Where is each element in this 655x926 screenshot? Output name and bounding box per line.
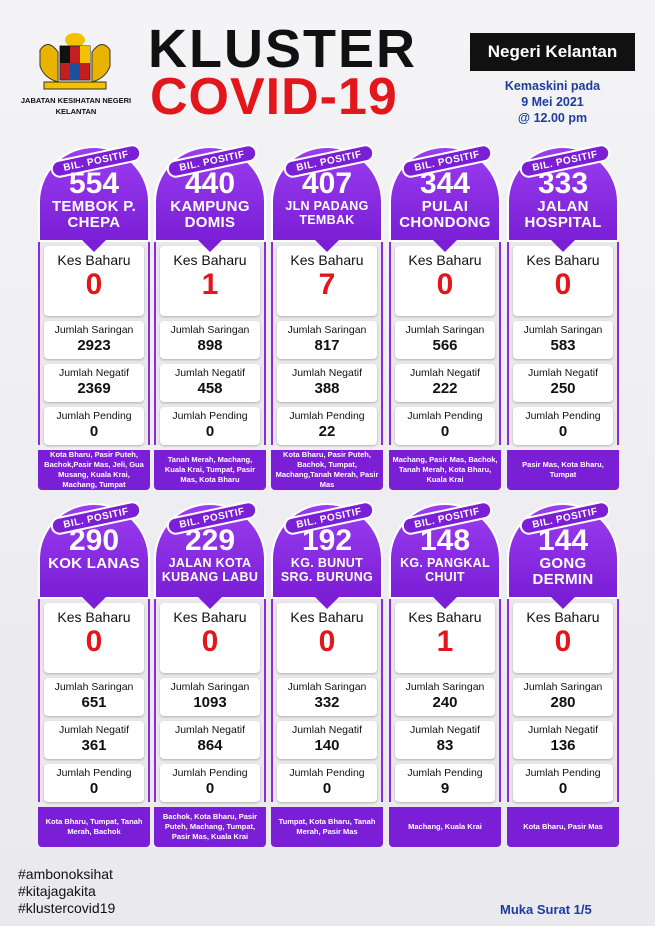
affected-areas: Kota Bharu, Pasir Mas [507,807,619,847]
new-cases-label: Kes Baharu [290,252,364,268]
positive-count: 407 [301,167,353,200]
screened-value: 2923 [77,337,111,354]
pending-value: 0 [89,780,99,797]
cluster-header [271,503,383,599]
pointer-arrow [82,597,106,609]
negative-box [160,721,260,759]
positive-count: 290 [68,524,120,557]
new-cases-value: 0 [554,625,572,658]
new-cases-box [44,246,144,316]
cluster-header [154,503,266,599]
negative-label: Jumlah Negatif [291,367,363,379]
affected-areas: Kota Bharu, Pasir Puteh, Bachok,Pasir Mas, Jeli, Gua Musang, Kuala Krai, Machang, Tumpat [38,450,150,490]
new-cases-label: Kes Baharu [526,609,600,625]
negative-label: Jumlah Negatif [527,367,599,379]
negative-value: 458 [197,380,223,397]
positive-count: 192 [301,524,353,557]
new-cases-label: Kes Baharu [57,252,131,268]
screened-box [395,321,495,359]
state-badge: Negeri Kelantan [470,33,635,71]
pointer-arrow [433,597,457,609]
positive-count: 333 [537,167,589,200]
screened-label: Jumlah Saringan [54,324,134,336]
pending-value: 0 [205,780,215,797]
negative-value: 222 [432,380,458,397]
pending-box [277,764,377,802]
screened-label: Jumlah Saringan [170,324,250,336]
negative-label: Jumlah Negatif [291,724,363,736]
positive-ribbon: BIL. POSITIF [518,500,612,537]
pending-label: Jumlah Pending [525,767,601,779]
cluster-stats [154,242,266,445]
cluster-header [507,146,619,242]
updated-date: 9 Mei 2021 [521,95,584,109]
pending-label: Jumlah Pending [56,410,132,422]
screened-box [160,321,260,359]
negative-value: 136 [550,737,576,754]
pending-label: Jumlah Pending [525,410,601,422]
cluster-header [271,146,383,242]
pointer-arrow [551,597,575,609]
positive-ribbon: BIL. POSITIF [165,143,259,180]
title-covid: COVID-19 [150,68,398,126]
positive-ribbon: BIL. POSITIF [282,143,376,180]
positive-ribbon: BIL. POSITIF [400,500,494,537]
cluster-header [389,503,501,599]
pending-box [44,764,144,802]
negative-label: Jumlah Negatif [58,724,130,736]
affected-areas: Kota Bharu, Tumpat, Tanah Merah, Bachok [38,807,150,847]
hashtag: #ambonoksihat [18,866,113,882]
screened-label: Jumlah Saringan [287,681,367,693]
negative-value: 864 [197,737,223,754]
new-cases-box [160,246,260,316]
positive-ribbon: BIL. POSITIF [49,500,143,537]
cluster-card [154,146,266,490]
positive-count: 148 [419,524,471,557]
screened-box [277,678,377,716]
affected-areas: Machang, Kuala Krai [389,807,501,847]
negative-box [513,721,613,759]
negative-label: Jumlah Negatif [174,724,246,736]
new-cases-label: Kes Baharu [290,609,364,625]
negative-box [44,721,144,759]
cluster-card [271,146,383,490]
new-cases-value: 0 [85,625,103,658]
screened-label: Jumlah Saringan [523,681,603,693]
pending-value: 0 [205,423,215,440]
cluster-name: JLN PADANG TEMBAK [285,199,369,227]
positive-ribbon: BIL. POSITIF [165,500,259,537]
screened-box [513,321,613,359]
updated-time: @ 12.00 pm [517,111,588,125]
negative-box [395,721,495,759]
new-cases-label: Kes Baharu [173,252,247,268]
screened-value: 817 [314,337,340,354]
header [0,0,655,140]
pending-label: Jumlah Pending [407,767,483,779]
pending-value: 0 [89,423,99,440]
cluster-header [389,146,501,242]
new-cases-box [395,603,495,673]
pending-box [513,764,613,802]
negative-value: 140 [314,737,340,754]
pointer-arrow [315,240,339,252]
department-name: JABATAN KESIHATAN NEGERI KELANTAN [20,96,132,116]
new-cases-box [395,246,495,316]
pending-label: Jumlah Pending [407,410,483,422]
screened-value: 332 [314,694,340,711]
pending-box [277,407,377,445]
screened-box [44,321,144,359]
new-cases-value: 0 [201,625,219,658]
affected-areas: Bachok, Kota Bharu, Pasir Puteh, Machang, Tumpat, Pasir Mas, Kuala Krai [154,807,266,847]
screened-value: 240 [432,694,458,711]
pending-box [395,764,495,802]
negative-box [513,364,613,402]
new-cases-value: 1 [436,625,454,658]
screened-box [44,678,144,716]
cluster-name: GONG DERMIN [532,555,594,588]
new-cases-label: Kes Baharu [526,252,600,268]
affected-areas: Pasir Mas, Kota Bharu, Tumpat [507,450,619,490]
title-kluster: KLUSTER [148,19,417,79]
negative-value: 250 [550,380,576,397]
negative-label: Jumlah Negatif [409,724,481,736]
updated-line: Kemaskini pada [504,79,601,93]
hashtag: #klustercovid19 [18,900,116,916]
cluster-name: KG. PANGKAL CHUIT [400,556,490,584]
screened-value: 566 [432,337,458,354]
cluster-stats [389,599,501,802]
cluster-name: KOK LANAS [48,555,140,572]
screened-box [277,321,377,359]
positive-count: 344 [419,167,471,200]
coat-of-arms-logo [30,30,120,92]
new-cases-box [160,603,260,673]
cluster-name: KG. BUNUT SRG. BURUNG [280,556,374,584]
negative-box [160,364,260,402]
positive-ribbon: BIL. POSITIF [49,143,143,180]
affected-areas: Tumpat, Kota Bharu, Tanah Merah, Pasir Mas [271,807,383,847]
positive-ribbon: BIL. POSITIF [518,143,612,180]
pending-box [513,407,613,445]
new-cases-value: 0 [436,268,454,301]
new-cases-label: Kes Baharu [57,609,131,625]
new-cases-value: 7 [318,268,336,301]
cluster-stats [507,242,619,445]
screened-value: 898 [197,337,223,354]
screened-box [513,678,613,716]
positive-count: 229 [184,524,236,557]
cluster-header [154,146,266,242]
pointer-arrow [551,240,575,252]
updated-info [470,78,635,126]
screened-label: Jumlah Saringan [54,681,134,693]
negative-value: 83 [436,737,454,754]
pending-box [44,407,144,445]
cluster-card [389,503,501,847]
pending-value: 0 [558,423,568,440]
negative-label: Jumlah Negatif [527,724,599,736]
pending-value: 0 [322,780,332,797]
cluster-name: TEMBOK P. CHEPA [51,198,137,231]
screened-value: 280 [550,694,576,711]
screened-label: Jumlah Saringan [287,324,367,336]
screened-value: 583 [550,337,576,354]
pointer-arrow [198,597,222,609]
negative-box [277,364,377,402]
pending-label: Jumlah Pending [289,410,365,422]
cluster-stats [38,599,150,802]
positive-ribbon: BIL. POSITIF [400,143,494,180]
screened-box [160,678,260,716]
screened-label: Jumlah Saringan [405,324,485,336]
cluster-stats [271,242,383,445]
cluster-name: KAMPUNG DOMIS [170,198,250,231]
pending-value: 0 [558,780,568,797]
pending-box [160,764,260,802]
new-cases-value: 0 [85,268,103,301]
new-cases-box [513,603,613,673]
affected-areas: Tanah Merah, Machang, Kuala Krai, Tumpat, Pasir Mas, Kota Bharu [154,450,266,490]
pending-label: Jumlah Pending [172,410,248,422]
new-cases-label: Kes Baharu [408,609,482,625]
negative-label: Jumlah Negatif [174,367,246,379]
negative-value: 2369 [77,380,111,397]
cluster-card [507,146,619,490]
negative-box [395,364,495,402]
new-cases-label: Kes Baharu [408,252,482,268]
cluster-card [271,503,383,847]
cluster-card [389,146,501,490]
positive-count: 440 [184,167,236,200]
cluster-card [154,503,266,847]
cluster-stats [507,599,619,802]
positive-count: 144 [537,524,589,557]
cluster-stats [271,599,383,802]
cluster-header [38,146,150,242]
pending-box [395,407,495,445]
pointer-arrow [315,597,339,609]
affected-areas: Machang, Pasir Mas, Bachok, Tanah Merah, Kota Bharu, Kuala Krai [389,450,501,490]
pending-value: 22 [318,423,336,440]
screened-box [395,678,495,716]
pending-label: Jumlah Pending [56,767,132,779]
negative-label: Jumlah Negatif [409,367,481,379]
new-cases-box [513,246,613,316]
pending-label: Jumlah Pending [289,767,365,779]
negative-box [44,364,144,402]
cluster-stats [389,242,501,445]
cluster-name: PULAI CHONDONG [399,198,491,231]
pending-box [160,407,260,445]
pointer-arrow [433,240,457,252]
cluster-name: JALAN HOSPITAL [524,198,602,231]
negative-value: 388 [314,380,340,397]
screened-label: Jumlah Saringan [170,681,250,693]
negative-label: Jumlah Negatif [58,367,130,379]
cluster-name: JALAN KOTA KUBANG LABU [161,556,259,584]
positive-ribbon: BIL. POSITIF [282,500,376,537]
pointer-arrow [198,240,222,252]
screened-value: 651 [81,694,107,711]
positive-count: 554 [68,167,120,200]
cluster-card [507,503,619,847]
cluster-stats [154,599,266,802]
screened-label: Jumlah Saringan [405,681,485,693]
negative-value: 361 [81,737,107,754]
new-cases-value: 0 [554,268,572,301]
hashtag: #kitajagakita [18,883,96,899]
page-number: Muka Surat 1/5 [500,902,592,917]
new-cases-box [277,246,377,316]
pending-value: 9 [440,780,450,797]
new-cases-value: 0 [318,625,336,658]
hashtags [18,866,115,917]
negative-box [277,721,377,759]
screened-value: 1093 [193,694,227,711]
cluster-stats [38,242,150,445]
screened-label: Jumlah Saringan [523,324,603,336]
cluster-header [507,503,619,599]
cluster-card [38,503,150,847]
new-cases-box [277,603,377,673]
pointer-arrow [82,240,106,252]
pending-label: Jumlah Pending [172,767,248,779]
new-cases-box [44,603,144,673]
pending-value: 0 [440,423,450,440]
affected-areas: Kota Bharu, Pasir Puteh, Bachok, Tumpat, Machang,Tanah Merah, Pasir Mas [271,450,383,490]
cluster-header [38,503,150,599]
new-cases-value: 1 [201,268,219,301]
new-cases-label: Kes Baharu [173,609,247,625]
cluster-card [38,146,150,490]
